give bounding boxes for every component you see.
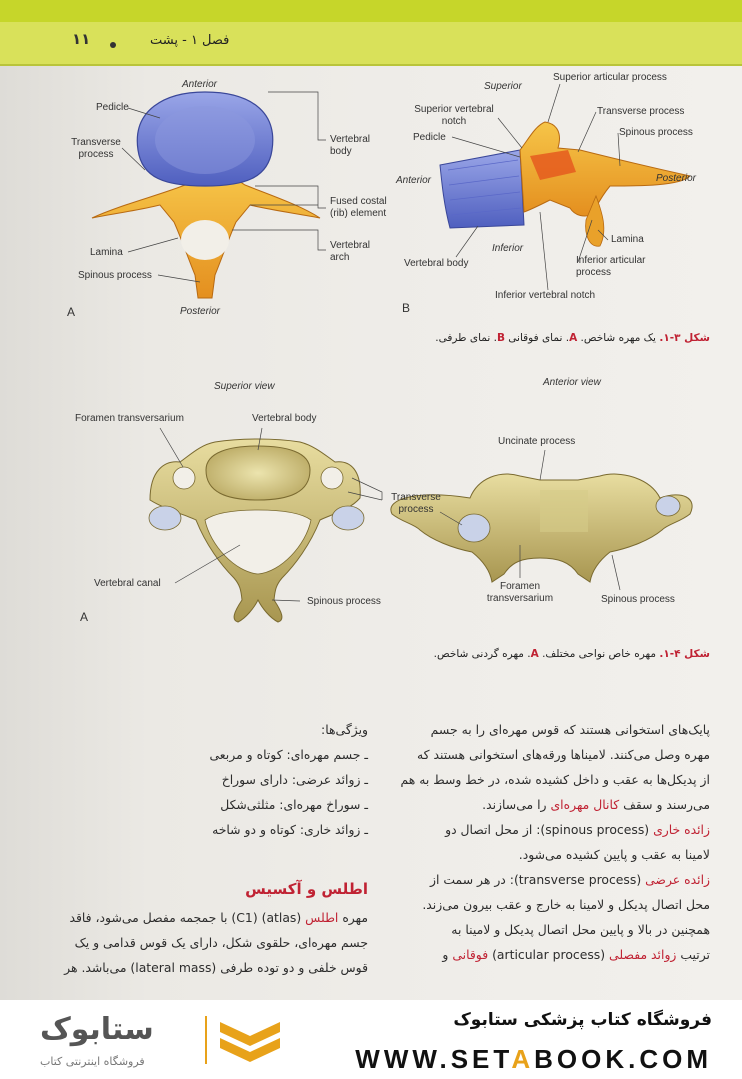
fig1b-label-sup-notch: Superior vertebral notch <box>414 104 494 127</box>
fig1b-label-anterior: Anterior <box>396 175 432 186</box>
figure1-caption-a-text: . نمای فوقانی <box>504 332 570 344</box>
fig1b-panel-letter: B <box>402 301 411 315</box>
fig2a-label-transverse: Transverse process <box>391 492 441 515</box>
store-footer-banner <box>0 1000 742 1079</box>
feature-item: ـ زوائد عرضی: دارای سوراخ <box>221 772 368 787</box>
features-heading: ویژگی‌ها: <box>321 722 368 737</box>
figure2-caption-number: شکل ۴-۱. <box>659 648 710 660</box>
feature-item: ـ زوائد خاری: کوتاه و دو شاخه <box>212 822 368 837</box>
figure1-caption-a: A <box>569 332 578 344</box>
fig1b-label-sup-articular: Superior articular process <box>553 72 667 83</box>
fig2a-label-body: Vertebral body <box>252 413 317 424</box>
fig2a-panel-letter: A <box>80 610 89 624</box>
fig1a-label-spinous: Spinous process <box>78 270 152 281</box>
figure1-caption-b: B <box>496 332 505 344</box>
fig1b-label-inf-notch: Inferior vertebral notch <box>495 290 596 301</box>
fig1b-label-transverse: Transverse process <box>597 106 685 117</box>
figure1-caption-number: شکل ۳-۱. <box>659 332 710 344</box>
text-line: محل اتصال پدیکل و لامینا به خارج و عقب بیرون می‌زند. <box>422 897 710 912</box>
text-line: قوس خلفی و دو توده طرفی (lateral mass) می‌باشد. هر <box>64 960 368 975</box>
fig1a-label-transverse: Transverse process <box>71 137 121 160</box>
text-line: همچنین در بالا و پایین محل اتصال پدیکل و لامینا به <box>451 922 710 937</box>
figure2-caption-text: مهره خاص نواحی مختلف. <box>538 648 660 660</box>
fig1b-label-spinous: Spinous process <box>619 127 693 138</box>
fig1b-label-inf-articular: Inferior articular process <box>576 255 646 278</box>
feature-item: ـ جسم مهره‌ای: کوتاه و مربعی <box>209 747 368 762</box>
figure2-caption-a-text: . مهره گردنی شاخص. <box>433 648 531 660</box>
fig2a-label-foramen: Foramen transversarium <box>75 413 184 424</box>
fig1b-label-posterior: Posterior <box>656 173 697 184</box>
fig1b-label-inferior: Inferior <box>492 243 524 254</box>
text-line: مهره اطلس (atlas) (C1) با جمجمه مفصل می‌شود، فاقد <box>69 910 368 925</box>
figure2-caption <box>434 648 710 660</box>
store-name: فروشگاه کتاب پزشکی ستابوک <box>453 1010 712 1030</box>
feature-item: ـ سوراخ مهره‌ای: مثلثی‌شکل <box>220 797 368 812</box>
text-line: لامینا به عقب و پایین کشیده می‌شود. <box>518 847 710 862</box>
left-column-atlas-text <box>64 905 368 980</box>
fig1a-label-costal: Fused costal (rib) element <box>330 196 387 219</box>
fig2b-label-foramen: Foramen transversarium <box>486 581 554 604</box>
fig1b-label-superior: Superior <box>484 81 522 92</box>
fig1a-label-pedicle: Pedicle <box>96 102 129 113</box>
cervical-anterior-drawing <box>391 474 692 582</box>
text-line: ترتیب زوائد مفصلی (articular process) فوقانی و <box>442 947 710 962</box>
store-logo-tagline: فروشگاه اینترنتی کتاب <box>40 1055 145 1068</box>
store-website: WWW.SETABOOK.COM <box>355 1044 712 1074</box>
fig1a-label-anterior: Anterior <box>182 79 218 90</box>
fig2a-label-canal: Vertebral canal <box>94 578 161 589</box>
fig1b-label-pedicle: Pedicle <box>413 132 446 143</box>
section-title-atlas-axis: اطلس و آکسیس <box>245 880 368 898</box>
figure1-caption-b-text: . نمای طرفی. <box>435 332 497 344</box>
fig2a-label-spinous: Spinous process <box>307 596 381 607</box>
book-logo-icon <box>215 1014 285 1066</box>
fig2a-label-view: Superior view <box>214 381 275 392</box>
figure1-caption <box>435 332 710 344</box>
store-logo-name: ستابوک <box>40 1012 154 1047</box>
text-line: زائده عرضی (transverse process): در هر سمت از <box>430 872 710 887</box>
text-line: پایک‌های استخوانی هستند که قوس مهره‌ای را به جسم <box>430 722 710 737</box>
text-line: جسم مهره‌ای، حلقوی شکل، دارای یک قوس قدامی و یک <box>74 935 368 950</box>
text-line: از پدیکل‌ها به عقب و داخل کشیده شده، در خط وسط به هم <box>400 772 710 787</box>
logo-divider <box>205 1016 207 1064</box>
vertebra-lateral-drawing <box>440 122 690 246</box>
text-line: مهره وصل می‌کنند. لامیناها ورقه‌های استخوانی هستند که <box>416 747 710 762</box>
fig1a-label-arch: Vertebral arch <box>330 240 371 263</box>
chapter-title: فصل ۱ - پشت <box>150 33 230 48</box>
text-line: می‌رسند و سقف کانال مهره‌ای را می‌سازند. <box>482 797 710 812</box>
cervical-superior-drawing <box>149 439 364 622</box>
fig1b-label-body: Vertebral body <box>404 258 469 269</box>
fig1a-label-body: Vertebral body <box>330 134 371 157</box>
fig2b-label-view: Anterior view <box>543 377 601 388</box>
right-column-text <box>400 717 710 967</box>
vertebra-superior-drawing <box>92 92 320 298</box>
fig1a-label-lamina: Lamina <box>90 247 123 258</box>
fig2b-label-uncinate: Uncinate process <box>498 436 576 447</box>
fig1a-panel-letter: A <box>67 305 76 319</box>
fig1b-label-lamina: Lamina <box>611 234 644 245</box>
fig2b-label-spinous: Spinous process <box>601 594 675 605</box>
left-column-features <box>209 717 368 842</box>
fig1a-label-posterior: Posterior <box>180 306 221 317</box>
figure1-caption-text: یک مهره شاخص. <box>577 332 660 344</box>
figure2-caption-a: A <box>530 648 539 660</box>
text-line: زائده خاری (spinous process): از محل اتصال دو <box>445 822 710 837</box>
page-number: ۱۱ <box>72 30 91 48</box>
